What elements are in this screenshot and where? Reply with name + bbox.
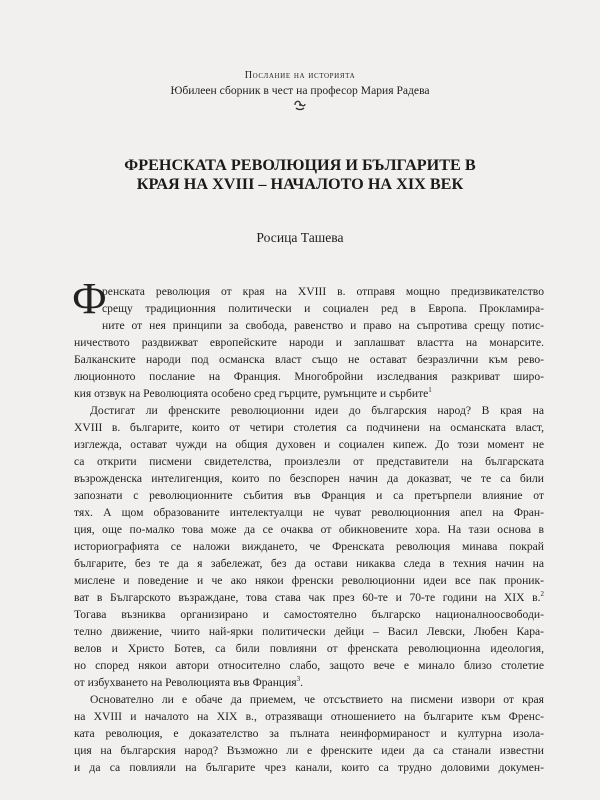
text-line-content: ничеството раздвижват европейските народи и заплашват властта на монарсите. <box>74 336 544 349</box>
text-line-content: тях. А щом образованите интелектуалци не чуват революционния апел на Фран- <box>74 506 544 519</box>
text-line <box>74 538 544 555</box>
text-line-content: ренската революция от края на XVIII в. отправя мощно предизвикателство <box>102 285 544 298</box>
text-line-content: на XVIII и началото на XIX в., отразяващи отношението на българите към Френс- <box>74 710 544 723</box>
text-line <box>74 640 544 657</box>
text-line <box>74 334 544 351</box>
text-line <box>74 504 544 521</box>
text-line <box>74 453 544 470</box>
text-line-content: Балканските народи под османска власт също не остават безразлични към рево- <box>74 353 544 366</box>
text-line <box>74 606 544 623</box>
text-line-content: Тогава възниква организирано и самостоятелно българско националноосвободи- <box>74 608 544 621</box>
text-line <box>74 521 544 538</box>
ornament-icon <box>293 99 307 111</box>
text-line-content: възрожденска интелигенция, които по безспорен начин да доказват, че те са били <box>74 472 544 485</box>
text-line <box>90 402 544 419</box>
text-line-content: са открити писмени свидетелства, произлезли от представители на българската <box>74 455 544 468</box>
series-title: Послание на историята <box>244 70 356 81</box>
text-line <box>74 436 544 453</box>
text-line <box>74 742 544 759</box>
text-line <box>102 283 544 300</box>
text-line <box>102 317 544 334</box>
text-line-content: кия отзвук на Революцията особено сред гърците, румънците и сърбите <box>74 387 429 400</box>
text-line <box>90 691 544 708</box>
text-line <box>74 419 544 436</box>
text-line-content: велов и Христо Ботев, са били повлияни от френската революционна идеология, <box>74 642 544 655</box>
footnote-marker: 2 <box>540 590 544 598</box>
text-line-content: и да са повлияли на българите чрез канали, които са трудно доловими докумен- <box>74 761 544 774</box>
text-line <box>74 657 544 674</box>
text-line-content: Достигат ли френските революционни идеи до българския народ? В края на <box>90 404 544 417</box>
text-line <box>74 572 544 589</box>
text-line-content: запознати с революционните събития във Франция и са претърпели влияние от <box>74 489 544 502</box>
drop-cap: Ф <box>72 274 107 323</box>
text-line-content: но според някои автори относително слабо, защото вече е минало близо столетие <box>74 659 544 672</box>
footnote-marker: 1 <box>428 386 432 394</box>
text-line <box>74 708 544 725</box>
text-line-content: срещу традиционния политически и социален ред в Европа. Прокламира- <box>102 302 544 315</box>
text-line-content: българите, без те да я забележат, без да остави никаква следа в техния начин на <box>74 557 544 570</box>
text-line <box>74 487 544 504</box>
text-line <box>74 368 544 385</box>
text-line <box>74 470 544 487</box>
text-line-content: историографията се наложи виждането, че Френската революция минава покрай <box>74 540 544 553</box>
text-line-suffix: . <box>300 676 304 689</box>
text-line-content: XVIII в. българите, които от четири столетия са подчинени на османската власт, <box>74 421 544 434</box>
text-line <box>74 351 544 368</box>
article-title-line: ФРЕНСКАТА РЕВОЛЮЦИЯ И БЪЛГАРИТЕ В <box>124 156 476 174</box>
text-line-content: ция, още по-малко това може да се очаква от обикновените хора. На тази основа в <box>74 523 544 536</box>
article-author: Росица Ташева <box>256 230 344 245</box>
text-line-content: ция на българския народ? Възможно ли е френските идеи да са станали известни <box>74 744 544 757</box>
book-subtitle: Юбилеен сборник в чест на професор Мария Радева <box>170 84 430 97</box>
text-line-content: от избухването на Революцията във Франция <box>74 676 297 689</box>
text-line-content: ните от нея принципи за свобода, равенство и право на съпротива срещу потис- <box>102 319 544 332</box>
text-line-content: Основателно ли е обаче да приемем, че отсъствието на писмени извори от края <box>90 693 544 706</box>
text-line-content: мислене и поведение и че ако някои френски революционни идеи все пак проник- <box>74 574 544 587</box>
running-head <box>0 69 600 111</box>
text-line <box>74 555 544 572</box>
text-line-content: ват в Българското възраждане, това става чак през 60-те и 70-те години на XIX в. <box>74 591 541 604</box>
text-line-content: люционното послание на Франция. Многобройни изследвания разкриват широ- <box>74 370 544 383</box>
article-title-line: КРАЯ НА XVIII – НАЧАЛОТО НА XIX ВЕК <box>136 175 464 193</box>
text-line <box>74 759 544 776</box>
text-line <box>74 725 544 742</box>
text-line <box>74 589 544 606</box>
text-line <box>74 623 544 640</box>
article-title <box>70 156 530 194</box>
text-line <box>102 300 544 317</box>
footnote-marker: 3 <box>296 675 301 683</box>
text-line-content: ката революция, е доказателство за пълната неинформираност и културна изола- <box>74 727 544 740</box>
text-line-content: изглежда, остават чужди на общия духовен и социален кипеж. До този момент не <box>74 438 544 451</box>
text-line <box>74 385 544 402</box>
text-line-content: телно движение, чиито най-ярки политически дейци – Васил Левски, Любен Кара- <box>74 625 544 638</box>
text-line <box>74 674 544 691</box>
